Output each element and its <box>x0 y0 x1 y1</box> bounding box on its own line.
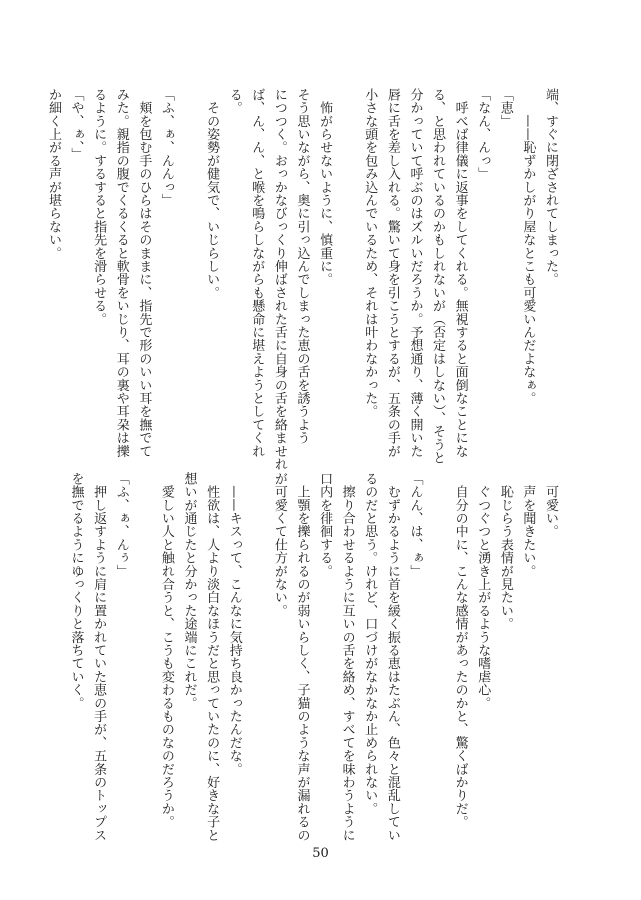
top-line: ——恥ずかしがり屋なとこも可愛いんだよなぁ。 <box>520 88 536 405</box>
top-line: 「や、ぁ、」 <box>68 88 84 161</box>
bottom-line: 自分の中に、こんな感情があったのかと、驚くばかりだ。 <box>452 472 468 829</box>
bottom-line: を撫でるようにゆっくりと落ちていく。 <box>68 472 84 710</box>
top-line: 「ふ、ぁ、んんっ」 <box>158 88 174 207</box>
bottom-line: るのだと思う。けれど、口づけがなかなか止められない。 <box>362 472 378 816</box>
bottom-line <box>245 472 268 812</box>
top-line: る、と思われているのかもしれないが（否定はしない）、そうと <box>430 88 446 465</box>
top-line: 呼べば律儀に返事をしてくれる。無視すると面倒なことにな <box>452 88 468 458</box>
bottom-line <box>132 472 155 812</box>
top-line: みた。親指の腹でくるくると軟骨をいじり、耳の裏や耳朶は擽 <box>113 88 129 458</box>
top-line: そう思いながら、奥に引っ込んでしまった恵の舌を誘うよう <box>294 88 310 445</box>
top-line <box>177 88 200 448</box>
top-line: 「なん、んっ」 <box>475 88 491 181</box>
top-line: 端、すぐに閉ざされてしまった。 <box>543 88 558 286</box>
text-block-bottom <box>68 472 561 842</box>
bottom-line: 擦り合わせるように互いの舌を絡め、すべてを味わうように <box>339 472 355 842</box>
bottom-line: 可愛い。 <box>543 472 558 538</box>
bottom-line: 恥じらう表情が見たい。 <box>497 472 513 631</box>
bottom-line: 押し返すように肩に置かれていた恵の手が、五条のトップス <box>91 472 107 842</box>
top-line: 唇に舌を差し入れる。驚いて身を引こうとするが、五条の手が <box>384 88 400 458</box>
bottom-line: 「んん、は、ぁ」 <box>407 472 423 578</box>
top-line: 怖がらせないように、慎重に。 <box>317 88 333 286</box>
bottom-line: 声を聞きたい。 <box>520 472 536 578</box>
top-line: 「恵」 <box>497 88 513 128</box>
bottom-line: が可愛くて仕方がない。 <box>271 472 287 618</box>
top-line: 小さな頭を包み込んでいるため、それは叶わなかった。 <box>362 88 378 418</box>
bottom-line: ぐつぐつと湧き上がるような嗜虐心。 <box>475 472 491 710</box>
top-line: につつく。おっかなびっくり伸ばされた舌に自身の舌を絡ませれ <box>271 88 287 471</box>
bottom-line: 想いが通じたと分かった途端にこれだ。 <box>181 472 197 710</box>
bottom-line: 愛しい人と触れ合うと、こうも変わるものなのだろうか。 <box>158 472 174 829</box>
bottom-line: 「ふ、ぁ、んぅ」 <box>113 472 129 578</box>
top-line: か細く上がる声が堪らない。 <box>45 88 61 260</box>
top-line: るように。するすると指先を滑らせる。 <box>91 88 107 326</box>
top-line: 分かっていて呼ぶのはズルいだろうか。予想通り、薄く開いた <box>407 88 423 458</box>
bottom-line <box>425 472 448 812</box>
top-line: 頬を包む手のひらはそのままに、指先で形のいい耳を撫でて <box>136 88 152 458</box>
top-line: その姿勢が健気で、いじらしい。 <box>204 88 220 300</box>
text-block-top <box>45 88 561 471</box>
top-line: ば、ん、ん、と喉を鳴らしながらも懸命に堪えようとしてくれ <box>249 88 265 458</box>
bottom-line: 口内を徘徊する。 <box>317 472 333 578</box>
top-line <box>335 88 358 448</box>
bottom-line: 上顎を擽られるのが弱いらしく、子猫のような声が漏れるの <box>294 472 310 842</box>
top-line: る。 <box>226 88 242 115</box>
page-number: 50 <box>312 846 329 861</box>
bottom-line: ——キスって、こんなに気持ち良かったんだな。 <box>226 472 242 776</box>
bottom-line: むずかるように首を緩く振る恵はたぶん、色々と混乱してい <box>384 472 400 842</box>
bottom-line: 性欲は、人より淡白なほうだと思っていたのに、好きな子と <box>204 472 220 842</box>
